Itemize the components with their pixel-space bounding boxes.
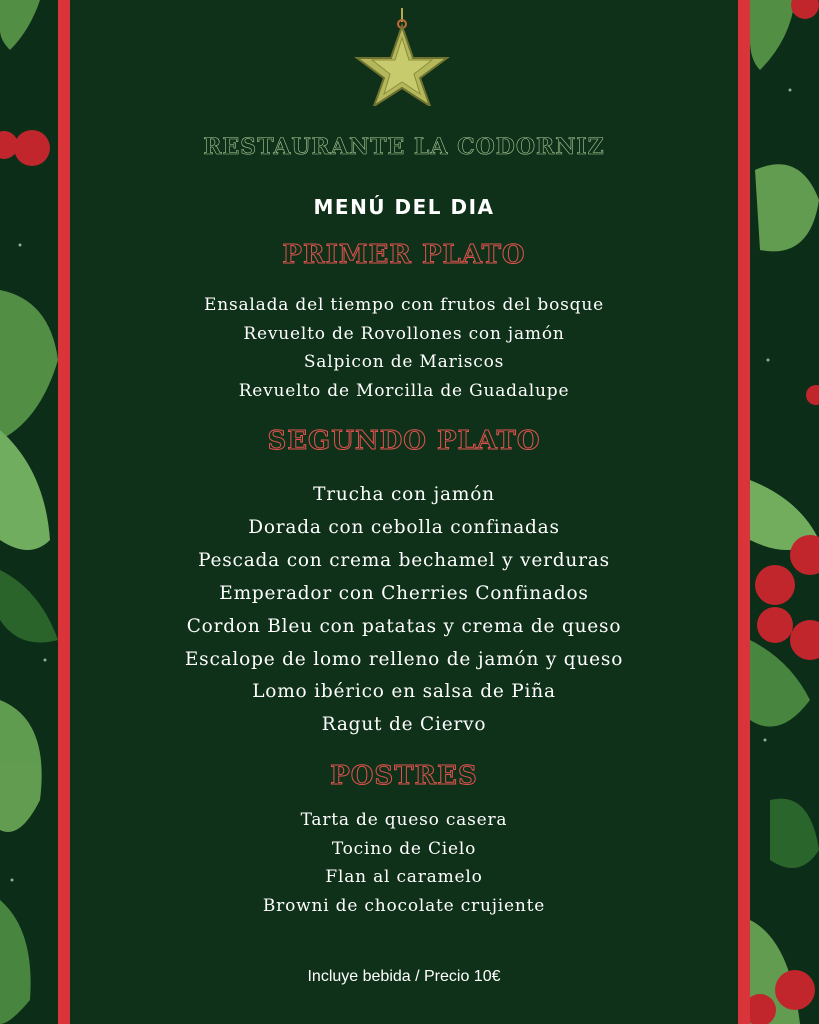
list-item: Revuelto de Rovollones con jamón (243, 323, 565, 344)
list-item: Dorada con cebolla confinadas (248, 516, 560, 538)
list-item: Revuelto de Morcilla de Guadalupe (238, 381, 570, 402)
left-red-border (58, 0, 70, 1024)
list-item: Pescada con crema bechamel y verduras (198, 549, 610, 571)
section-title-primer-plato: PRIMER PLATO (282, 240, 526, 270)
list-item: Ensalada del tiempo con frutos del bosque (204, 295, 604, 315)
holly-leaf-icon (0, 0, 58, 1024)
postres-list (70, 806, 738, 921)
list-item: Tarta de queso casera (300, 810, 508, 830)
list-item: Salpicon de Mariscos (303, 352, 505, 373)
list-item: Lomo ibérico en salsa de Piña (252, 681, 556, 703)
list-item: Tocino de Cielo (331, 838, 477, 859)
section-title-postres: POSTRES (330, 761, 478, 791)
restaurant-name: RESTAURANTE LA CODORNIZ (203, 134, 605, 160)
list-item: Escalope de lomo relleno de jamón y queso (184, 648, 624, 670)
list-item: Trucha con jamón (313, 484, 495, 505)
right-holly-border (750, 0, 819, 1024)
segundo-plato-list (70, 479, 738, 742)
list-item: Flan al caramelo (325, 867, 483, 888)
list-item: Ragut de Ciervo (321, 714, 487, 736)
list-item: Browni de chocolate crujiente (262, 896, 546, 917)
list-item: Cordon Bleu con patatas y crema de queso (186, 615, 622, 637)
left-holly-border (0, 0, 58, 1024)
list-item: Emperador con Cherries Confinados (219, 582, 589, 604)
footer-price-note: Incluye bebida / Precio 10€ (307, 968, 501, 985)
right-red-border (738, 0, 750, 1024)
holly-leaf-icon (750, 0, 819, 1024)
star-ornament-icon (354, 8, 450, 106)
primer-plato-list (70, 291, 738, 406)
holly-berry-icon (0, 130, 50, 166)
section-title-segundo-plato: SEGUNDO PLATO (267, 426, 541, 456)
menu-title: MENÚ DEL DIA (313, 195, 495, 219)
